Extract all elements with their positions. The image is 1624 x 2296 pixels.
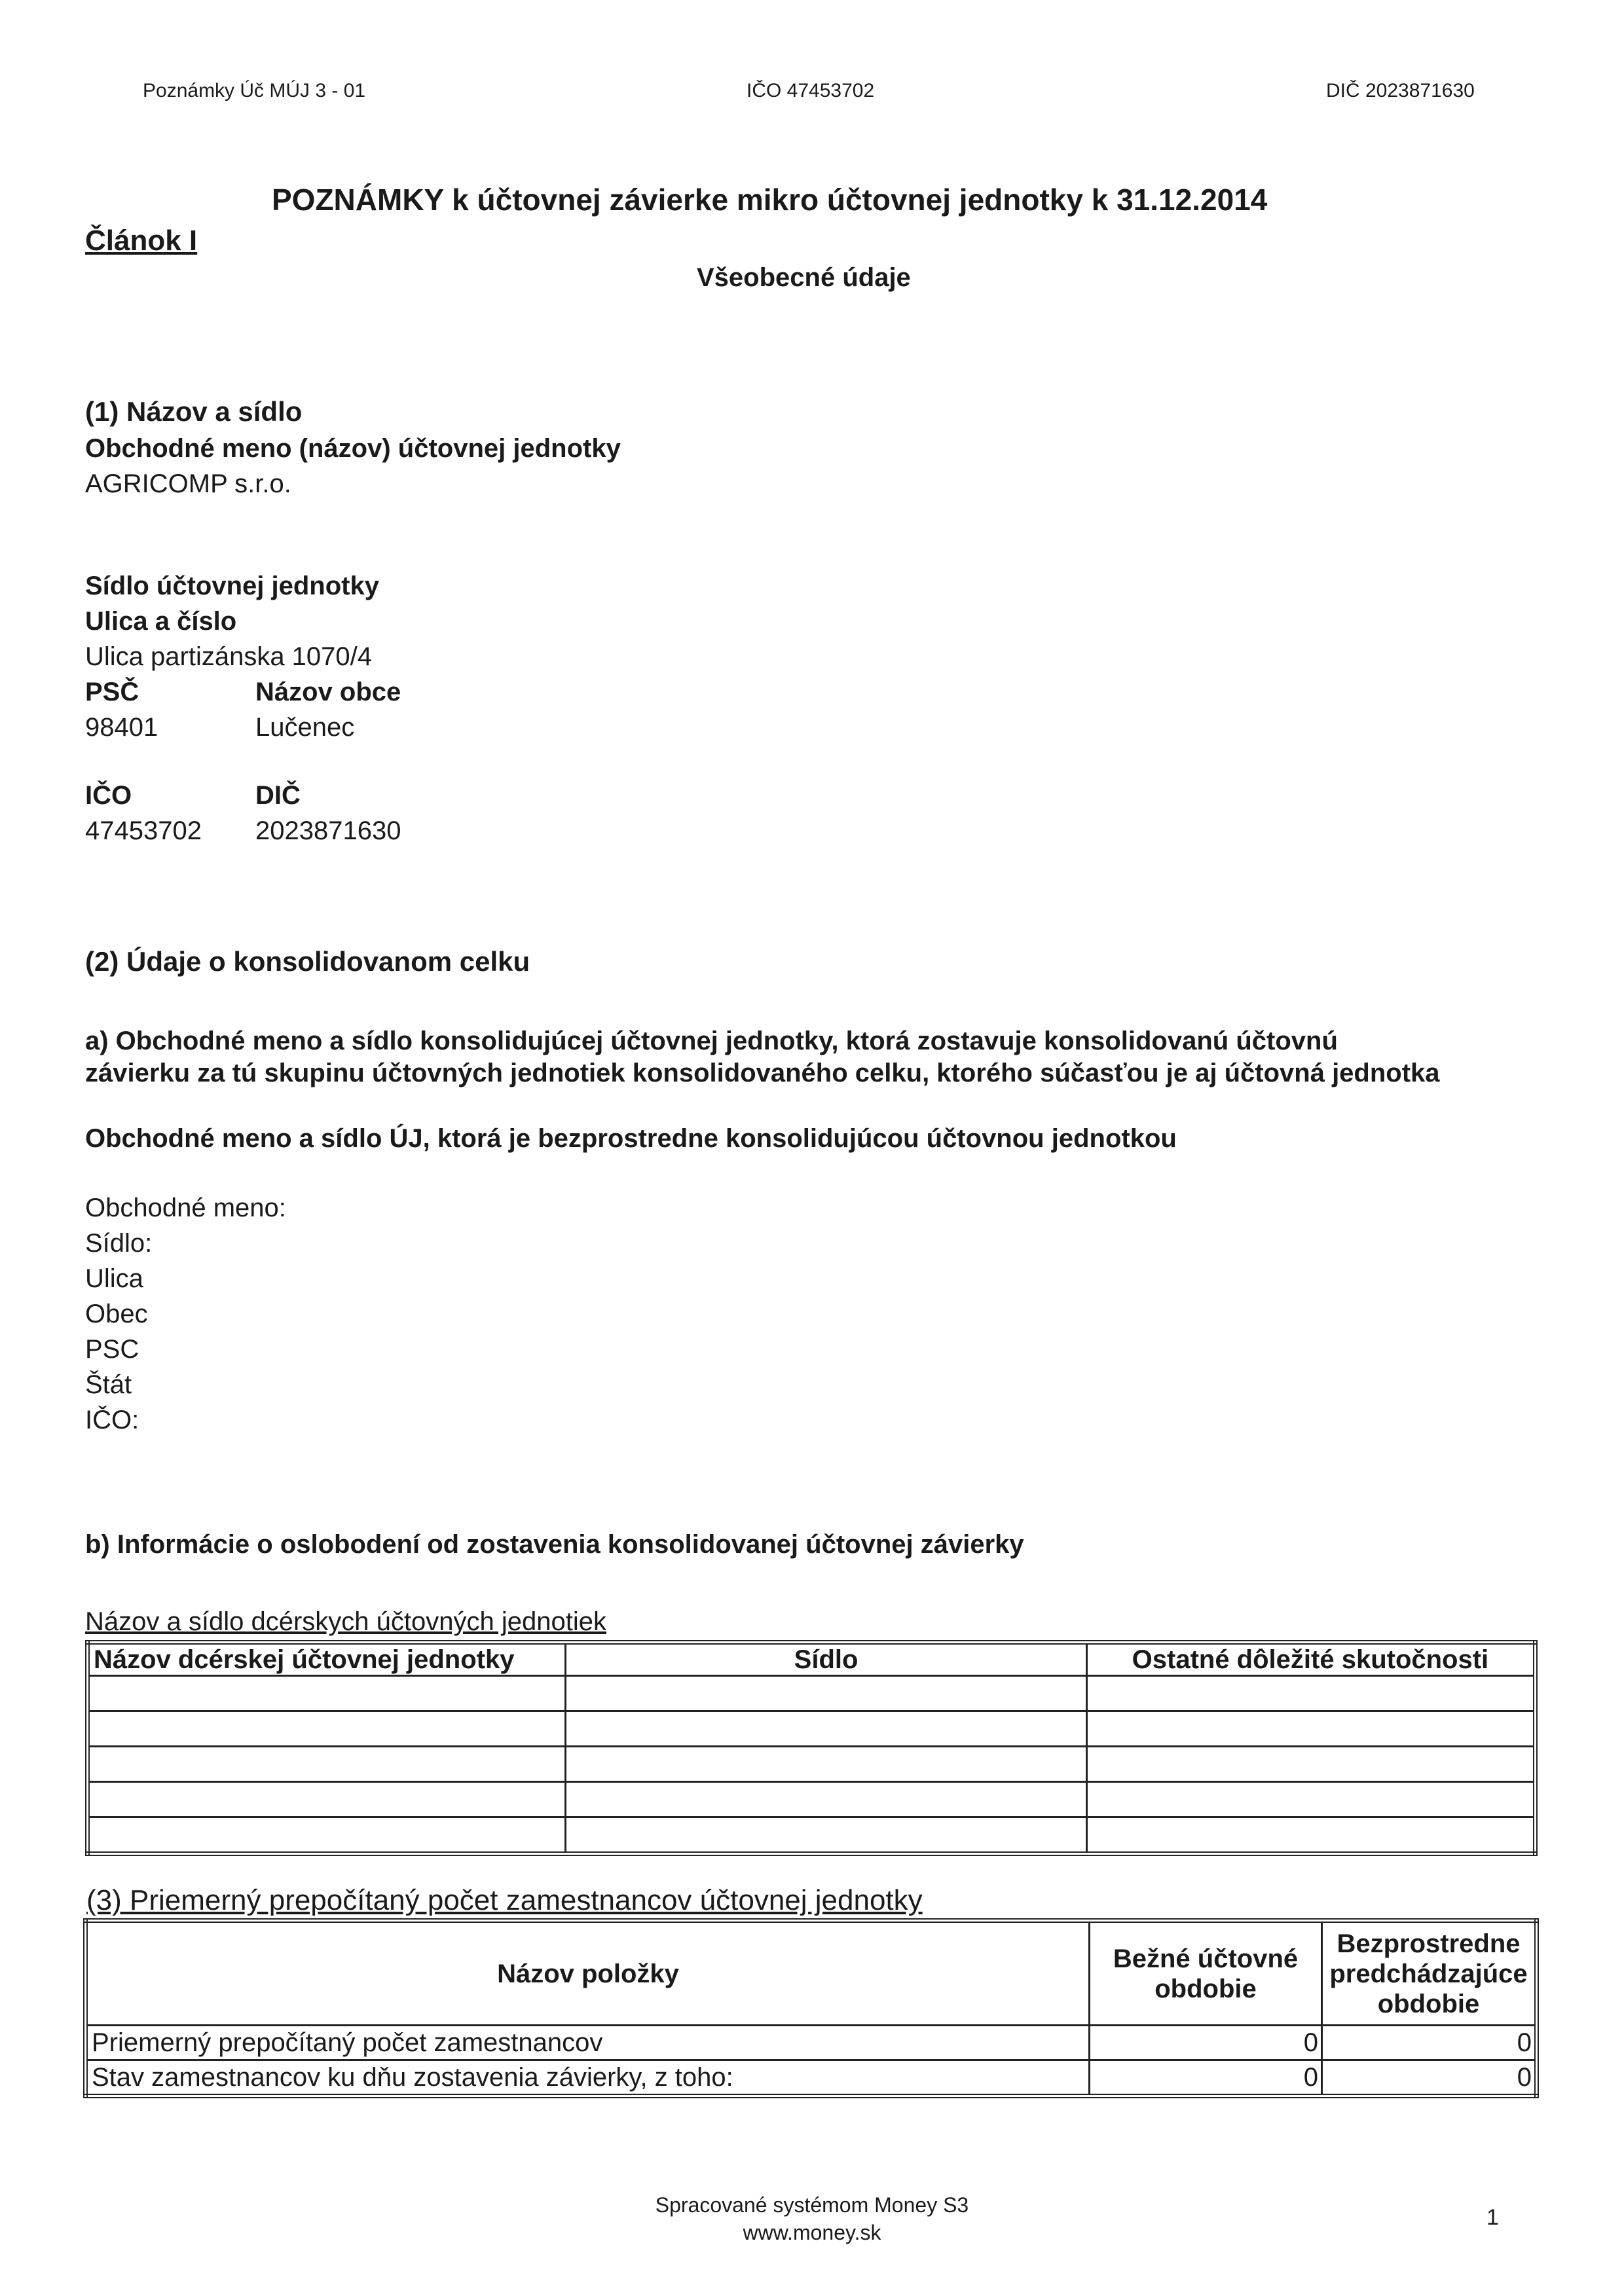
table-cell [1086, 1817, 1535, 1854]
header-dic: DIČ 2023871630 [1326, 80, 1475, 101]
section-subtitle: Všeobecné údaje [697, 263, 911, 292]
table-row [88, 1782, 1536, 1817]
table-cell [1086, 1782, 1535, 1817]
table-cell [566, 1676, 1087, 1711]
table-cell [88, 1782, 566, 1817]
ico-label: IČO [85, 781, 132, 810]
header-ico: IČO 47453702 [747, 80, 875, 101]
table-header-row [86, 1921, 1537, 2026]
table-cell [566, 1782, 1087, 1817]
table-row [86, 2060, 1537, 2096]
section2a-text-line2: závierku za tú skupinu účtovných jednotiek konsolidovaného celku, ktorého súčasťou je aj účtovná jednotka [85, 1059, 1440, 1087]
col-previous-period: Bezprostredne predchádzajúce obdobie [1322, 1921, 1537, 2026]
section2b-heading: b) Informácie o oslobodení od zostavenia konsolidovanej účtovnej závierky [85, 1530, 1024, 1559]
footer-website: www.money.sk [743, 2221, 881, 2244]
col-subsidiary-name: Názov dcérskej účtovnej jednotky [88, 1643, 566, 1676]
table-row [88, 1711, 1536, 1747]
section1-heading: (1) Názov a sídlo [85, 396, 303, 427]
table-header-row [88, 1643, 1536, 1676]
field-municipality: Obec [85, 1300, 148, 1328]
col-seat: Sídlo [566, 1643, 1087, 1676]
table-row [86, 2026, 1537, 2060]
row-previous-value: 0 [1322, 2026, 1537, 2060]
field-seat: Sídlo: [85, 1229, 153, 1258]
header-form-code: Poznámky Úč MÚJ 3 - 01 [143, 80, 366, 101]
company-name-label: Obchodné meno (názov) účtovnej jednotky [85, 434, 621, 463]
table-cell [88, 1747, 566, 1782]
dic-label: DIČ [255, 781, 301, 810]
col-current-period: Bežné účtovné obdobie [1090, 1921, 1322, 2026]
table-cell [1086, 1676, 1535, 1711]
psc-value: 98401 [85, 713, 158, 742]
field-postal-code: PSC [85, 1335, 139, 1364]
row-current-value: 0 [1090, 2060, 1322, 2096]
table-row [88, 1676, 1536, 1711]
article-heading: Článok I [85, 225, 198, 257]
street-label: Ulica a číslo [85, 607, 237, 636]
company-name-value: AGRICOMP s.r.o. [85, 469, 291, 498]
row-previous-value: 0 [1322, 2060, 1537, 2096]
row-label: Stav zamestnancov ku dňu zostavenia závierky, z toho: [86, 2060, 1090, 2096]
table-cell [1086, 1747, 1535, 1782]
subsidiaries-table [85, 1640, 1538, 1856]
footer-software: Spracované systémom Money S3 [655, 2193, 969, 2217]
seat-label: Sídlo účtovnej jednotky [85, 572, 379, 600]
city-value: Lučenec [255, 713, 355, 742]
dic-value: 2023871630 [255, 816, 401, 845]
table-cell [566, 1711, 1087, 1747]
field-business-name: Obchodné meno: [85, 1194, 286, 1222]
section2-heading: (2) Údaje o konsolidovanom celku [85, 946, 530, 977]
city-label: Názov obce [255, 678, 401, 706]
col-item-name: Názov položky [86, 1921, 1090, 2026]
field-state: Štát [85, 1370, 132, 1399]
table-row [88, 1817, 1536, 1854]
field-ico: IČO: [85, 1406, 139, 1434]
street-value: Ulica partizánska 1070/4 [85, 642, 373, 671]
table-cell [88, 1817, 566, 1854]
parent-entity-heading: Obchodné meno a sídlo ÚJ, ktorá je bezprostredne konsolidujúcou účtovnou jednotkou [85, 1124, 1177, 1153]
section3-heading: (3) Priemerný prepočítaný počet zamestnancov účtovnej jednotky [86, 1884, 923, 1916]
table-cell [566, 1747, 1087, 1782]
subsidiaries-caption: Názov a sídlo dcérskych účtovných jednotiek [85, 1607, 606, 1636]
row-label: Priemerný prepočítaný počet zamestnancov [86, 2026, 1090, 2060]
table-cell [88, 1676, 566, 1711]
table-row [88, 1747, 1536, 1782]
ico-value: 47453702 [85, 816, 202, 845]
table-cell [566, 1817, 1087, 1854]
table-cell [88, 1711, 566, 1747]
page-number: 1 [1486, 2205, 1499, 2230]
row-current-value: 0 [1090, 2026, 1322, 2060]
psc-label: PSČ [85, 678, 139, 706]
field-street: Ulica [85, 1264, 143, 1293]
employees-table [83, 1918, 1539, 2098]
table-cell [1086, 1711, 1535, 1747]
section2a-text-line1: a) Obchodné meno a sídlo konsolidujúcej účtovnej jednotky, ktorá zostavuje konsolidovanú účtovnú [85, 1027, 1338, 1055]
col-other-facts: Ostatné dôležité skutočnosti [1086, 1643, 1535, 1676]
document-title: POZNÁMKY k účtovnej závierke mikro účtovnej jednotky k 31.12.2014 [272, 183, 1268, 217]
